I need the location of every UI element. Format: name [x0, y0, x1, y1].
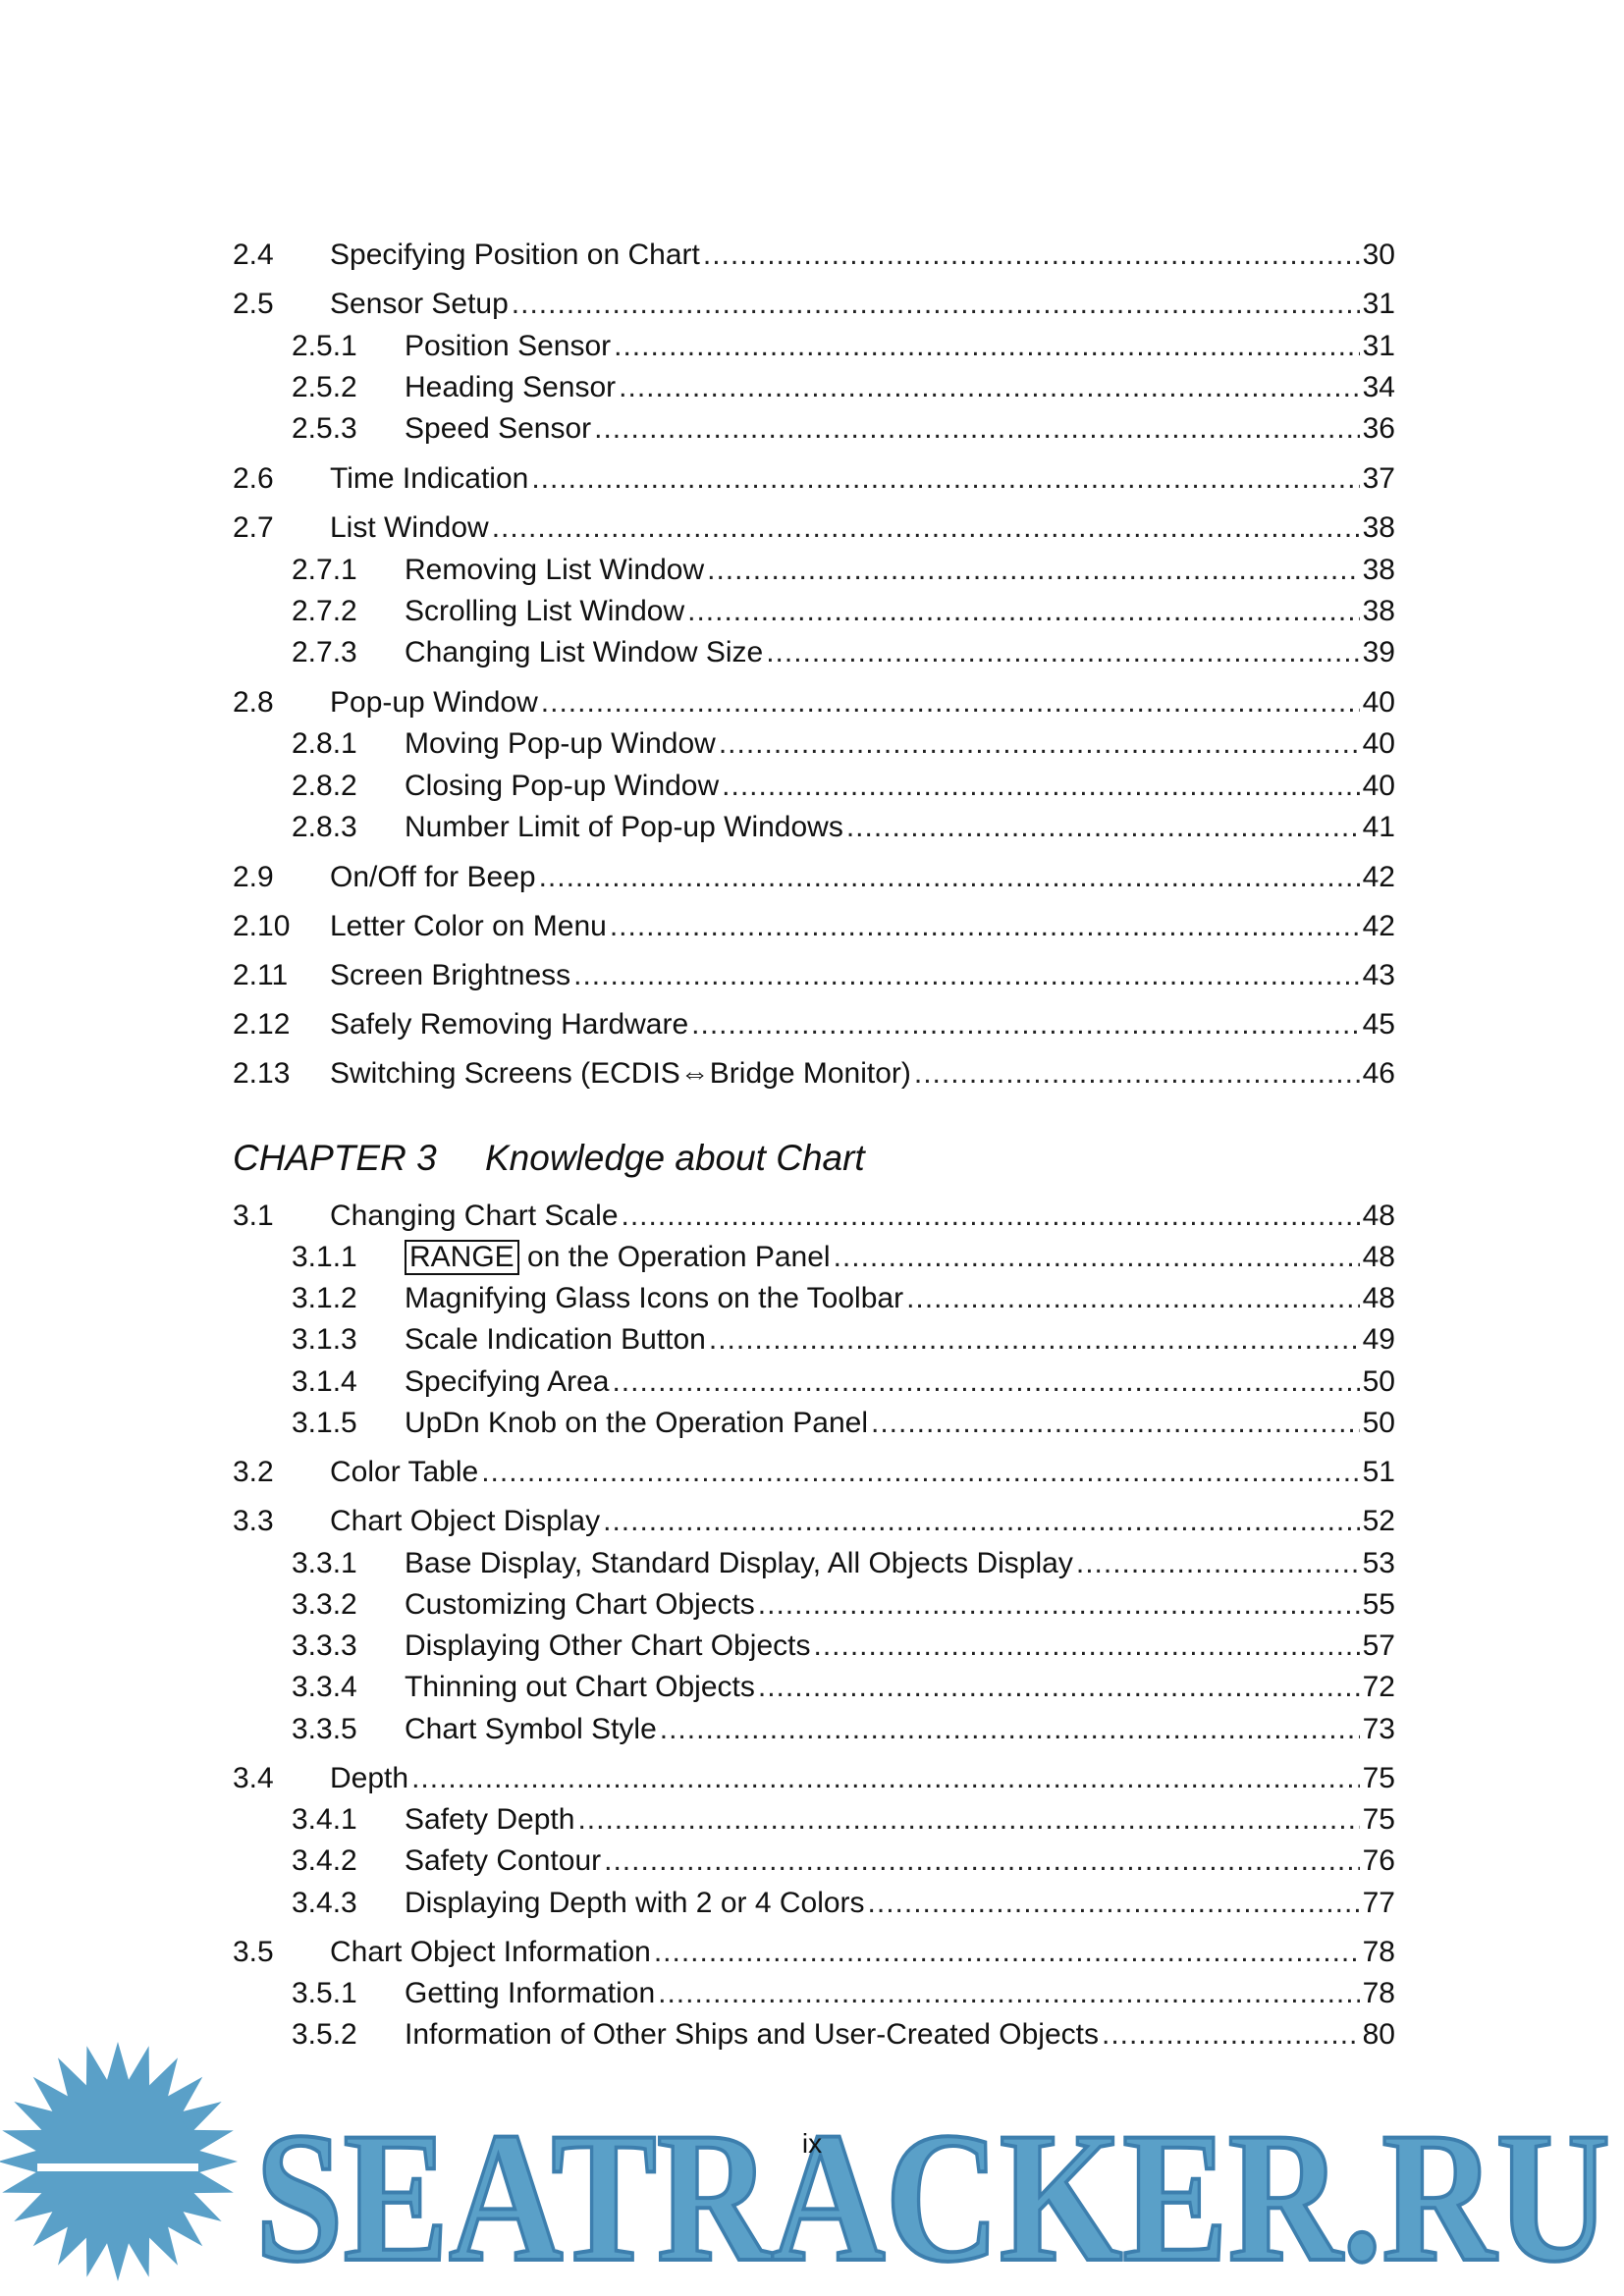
- seatracker-watermark: [0, 2042, 1624, 2296]
- toc-entry: [233, 1003, 1395, 1046]
- toc-entry: [292, 1625, 1395, 1668]
- toc-entry-title: Base Display, Standard Display, All Objects Display: [405, 1547, 1073, 1579]
- dot-leader: [709, 1318, 1360, 1362]
- dot-leader: [758, 1666, 1360, 1709]
- toc-entry: [292, 1277, 1395, 1320]
- dot-leader: [914, 1052, 1360, 1095]
- toc-entry-page: 80: [1362, 2018, 1395, 2051]
- toc-entry-title: UpDn Knob on the Operation Panel: [405, 1407, 868, 1439]
- toc-entry: [233, 905, 1395, 948]
- toc-entry: [233, 681, 1395, 724]
- toc-entry-page: 49: [1362, 1323, 1395, 1356]
- dot-leader: [814, 1625, 1360, 1668]
- toc-entry-number: 3.3.5: [292, 1713, 357, 1745]
- toc-entry-title: Number Limit of Pop-up Windows: [405, 811, 843, 843]
- toc-entry-page: 78: [1362, 1936, 1395, 1968]
- dot-leader: [758, 1583, 1360, 1627]
- toc-entry-number: 2.5.1: [292, 330, 357, 362]
- dot-leader: [703, 234, 1360, 277]
- toc-entry-number: 2.7: [233, 511, 274, 544]
- toc-entry-page: 51: [1362, 1456, 1395, 1488]
- toc-entry: [292, 325, 1395, 368]
- toc-entry: [292, 1798, 1395, 1842]
- toc-entry-page: 77: [1362, 1887, 1395, 1919]
- dot-leader: [603, 1500, 1360, 1543]
- toc-entry-number: 3.1.1: [292, 1241, 357, 1273]
- toc-entry-title: Chart Object Display: [330, 1505, 601, 1537]
- toc-entry-title-text: on the Operation Panel: [518, 1241, 831, 1273]
- toc-entry-number: 2.12: [233, 1008, 291, 1041]
- toc-entry-page: 41: [1362, 811, 1395, 843]
- toc-entry: [292, 1972, 1395, 2015]
- toc-entry-number: 3.5.1: [292, 1977, 357, 2009]
- toc-entry-page: 52: [1362, 1505, 1395, 1537]
- toc-entry: [233, 283, 1395, 326]
- dot-leader: [614, 325, 1360, 368]
- dot-leader: [573, 954, 1359, 997]
- dot-leader: [594, 407, 1359, 451]
- toc-entry-title: Information of Other Ships and User-Created Objects: [405, 2018, 1099, 2051]
- toc-entry: [233, 1451, 1395, 1494]
- toc-entry: [233, 234, 1395, 277]
- dot-leader: [622, 1195, 1360, 1238]
- chapter-title: Knowledge about Chart: [485, 1138, 865, 1178]
- toc-entry-page: 38: [1362, 554, 1395, 586]
- toc-entry-title: Changing Chart Scale: [330, 1200, 619, 1232]
- toc-entry-page: 42: [1362, 910, 1395, 942]
- toc-entry-title: Removing List Window: [405, 554, 705, 586]
- dot-leader: [687, 590, 1360, 633]
- toc-entry-number: 3.3: [233, 1505, 274, 1537]
- toc-entry-number: 2.8.2: [292, 770, 357, 802]
- toc-entry-number: 2.9: [233, 861, 274, 893]
- toc-entry-number: 3.3.3: [292, 1629, 357, 1662]
- toc-entry: [292, 1583, 1395, 1627]
- toc-entry: [292, 1666, 1395, 1709]
- toc-entry-title: Specifying Position on Chart: [330, 239, 700, 271]
- toc-entry-page: 75: [1362, 1803, 1395, 1836]
- toc-entry-page: 30: [1362, 239, 1395, 271]
- toc-entry-page: 38: [1362, 595, 1395, 627]
- toc-entry: [292, 1542, 1395, 1585]
- toc-entry-page: 40: [1362, 686, 1395, 719]
- toc-entry: [292, 722, 1395, 766]
- toc-entry: [233, 1500, 1395, 1543]
- toc-entry-page: 78: [1362, 1977, 1395, 2009]
- toc-entry-page: 39: [1362, 636, 1395, 668]
- dot-leader: [539, 856, 1360, 899]
- dot-leader: [660, 1708, 1360, 1751]
- toc-entry-page: 43: [1362, 959, 1395, 991]
- toc-entry: [292, 1882, 1395, 1925]
- dot-leader: [654, 1931, 1360, 1974]
- toc-entry-title: Magnifying Glass Icons on the Toolbar: [405, 1282, 904, 1314]
- toc-entry: [292, 806, 1395, 849]
- dot-leader: [492, 507, 1360, 550]
- toc-entry-title: Heading Sensor: [405, 371, 617, 403]
- dot-leader: [871, 1402, 1360, 1445]
- dot-leader: [691, 1003, 1359, 1046]
- toc-entry-title: Getting Information: [405, 1977, 656, 2009]
- toc-entry-title: Switching Screens (ECDIS⇔Bridge Monitor): [330, 1057, 911, 1090]
- toc-entry-title: Screen Brightness: [330, 959, 571, 991]
- dot-leader: [834, 1236, 1360, 1279]
- dot-leader: [512, 283, 1360, 326]
- toc-entry-title: Sensor Setup: [330, 288, 509, 320]
- toc-entry-title: Changing List Window Size: [405, 636, 764, 668]
- toc-entry-title: Safety Depth: [405, 1803, 575, 1836]
- toc-entry-title: Moving Pop-up Window: [405, 727, 716, 760]
- toc-entry: [292, 590, 1395, 633]
- dot-leader: [541, 681, 1360, 724]
- toc-entry-title: Thinning out Chart Objects: [405, 1671, 755, 1703]
- toc-entry: [292, 1361, 1395, 1404]
- dot-leader: [411, 1757, 1360, 1800]
- toc-entry-number: 2.10: [233, 910, 291, 942]
- toc-entry-number: 2.7.1: [292, 554, 357, 586]
- toc-entry-page: 40: [1362, 727, 1395, 760]
- toc-entry: [292, 1840, 1395, 1883]
- toc-entry: [292, 407, 1395, 451]
- toc-entry: [233, 1931, 1395, 1974]
- chapter-label: CHAPTER 3: [233, 1138, 437, 1178]
- dot-leader: [766, 631, 1359, 674]
- toc-entry-page: 50: [1362, 1407, 1395, 1439]
- toc-entry-title: Scale Indication Button: [405, 1323, 706, 1356]
- toc-entry-page: 31: [1362, 330, 1395, 362]
- dot-leader: [658, 1972, 1359, 2015]
- toc-entry-number: 2.7.2: [292, 595, 357, 627]
- toc-entry-number: 2.7.3: [292, 636, 357, 668]
- toc-entry-page: 48: [1362, 1282, 1395, 1314]
- toc-entry-title: Pop-up Window: [330, 686, 538, 719]
- toc-entry-number: 2.5: [233, 288, 274, 320]
- toc-entry-number: 2.6: [233, 462, 274, 495]
- dot-leader: [1076, 1542, 1360, 1585]
- toc-entry-number: 2.4: [233, 239, 274, 271]
- toc-entry: [292, 1402, 1395, 1445]
- toc-entry-page: 55: [1362, 1588, 1395, 1621]
- toc-entry-page: 34: [1362, 371, 1395, 403]
- toc-entry-title: Chart Symbol Style: [405, 1713, 657, 1745]
- toc-entry-title: Closing Pop-up Window: [405, 770, 720, 802]
- toc-entry-page: 50: [1362, 1365, 1395, 1398]
- toc-entry-title: On/Off for Beep: [330, 861, 536, 893]
- toc-entry-number: 3.3.2: [292, 1588, 357, 1621]
- toc-entry: [292, 765, 1395, 808]
- toc-entry-title: Safety Contour: [405, 1844, 602, 1877]
- toc-entry-title: Position Sensor: [405, 330, 612, 362]
- toc-entry-title: Customizing Chart Objects: [405, 1588, 755, 1621]
- toc-entry-page: 75: [1362, 1762, 1395, 1794]
- toc-entry-page: 48: [1362, 1200, 1395, 1232]
- toc-entry: [292, 1236, 1395, 1279]
- toc-entry-page: 31: [1362, 288, 1395, 320]
- toc-entry-page: 76: [1362, 1844, 1395, 1877]
- toc-entry-page: 38: [1362, 511, 1395, 544]
- toc-entry-number: 2.8.1: [292, 727, 357, 760]
- toc-entry-page: 40: [1362, 770, 1395, 802]
- toc-entry-page: 57: [1362, 1629, 1395, 1662]
- toc-entry: [292, 1708, 1395, 1751]
- toc-entry-number: 2.13: [233, 1057, 291, 1090]
- dot-leader: [868, 1882, 1360, 1925]
- toc-entry: [233, 1052, 1395, 1095]
- dot-leader: [577, 1798, 1359, 1842]
- toc-entry-title: List Window: [330, 511, 489, 544]
- page-number: ix: [801, 2128, 823, 2159]
- toc-entry-number: 2.8.3: [292, 811, 357, 843]
- dot-leader: [612, 1361, 1359, 1404]
- toc-entry: [292, 549, 1395, 592]
- toc-entry-title: [405, 1236, 831, 1279]
- toc-entry-title: Displaying Other Chart Objects: [405, 1629, 811, 1662]
- toc-entry: [233, 856, 1395, 899]
- toc-entry: [292, 366, 1395, 409]
- toc-entry-number: 3.4.2: [292, 1844, 357, 1877]
- toc-entry-number: 3.1: [233, 1200, 274, 1232]
- toc-entry: [233, 457, 1395, 501]
- toc-entry-number: 3.5.2: [292, 2018, 357, 2051]
- dot-leader: [531, 457, 1359, 501]
- toc-entry-number: 3.3.4: [292, 1671, 357, 1703]
- toc-entry-number: 3.1.5: [292, 1407, 357, 1439]
- toc-entry-title: Safely Removing Hardware: [330, 1008, 689, 1041]
- toc-entry-page: 42: [1362, 861, 1395, 893]
- dot-leader: [604, 1840, 1360, 1883]
- toc-entry-number: 3.2: [233, 1456, 274, 1488]
- dot-leader: [610, 905, 1360, 948]
- toc-entry: [292, 1318, 1395, 1362]
- dot-leader: [481, 1451, 1359, 1494]
- toc-entry: [233, 1195, 1395, 1238]
- toc-entry: [233, 1757, 1395, 1800]
- toc-entry-page: 48: [1362, 1241, 1395, 1273]
- dot-leader: [722, 765, 1359, 808]
- toc-entry-page: 37: [1362, 462, 1395, 495]
- toc-entry-number: 3.4.1: [292, 1803, 357, 1836]
- dot-leader: [707, 549, 1360, 592]
- toc-entry-title: Chart Object Information: [330, 1936, 651, 1968]
- toc-entry-number: 3.5: [233, 1936, 274, 1968]
- toc-entry-page: 73: [1362, 1713, 1395, 1745]
- range-key-label: RANGE: [405, 1240, 519, 1275]
- chapter-heading: [233, 1133, 865, 1184]
- sun-logo-icon: [0, 2042, 238, 2281]
- toc-entry-title: Color Table: [330, 1456, 479, 1488]
- toc-entry-title: Depth: [330, 1762, 409, 1794]
- toc-entry-title: Time Indication: [330, 462, 529, 495]
- toc-entry-title: Specifying Area: [405, 1365, 610, 1398]
- dot-leader: [846, 806, 1360, 849]
- toc-entry-number: 2.11: [233, 959, 289, 991]
- toc-entry-number: 3.1.2: [292, 1282, 357, 1314]
- toc-entry-number: 3.1.4: [292, 1365, 357, 1398]
- dot-leader: [906, 1277, 1360, 1320]
- toc-entry-title: Speed Sensor: [405, 412, 592, 445]
- toc-entry-number: 3.3.1: [292, 1547, 357, 1579]
- toc-entry-page: 46: [1362, 1057, 1395, 1090]
- toc-entry-page: 72: [1362, 1671, 1395, 1703]
- toc-entry-number: 2.5.2: [292, 371, 357, 403]
- toc-entry-page: 53: [1362, 1547, 1395, 1579]
- dot-leader: [619, 366, 1359, 409]
- toc-entry-number: 3.4.3: [292, 1887, 357, 1919]
- toc-entry-title: Letter Color on Menu: [330, 910, 607, 942]
- dot-leader: [719, 722, 1360, 766]
- watermark-text: SEATRACKER.RU: [255, 2095, 1610, 2296]
- toc-entry: [233, 954, 1395, 997]
- toc-entry-number: 3.4: [233, 1762, 274, 1794]
- toc-entry: [292, 631, 1395, 674]
- toc-entry-title: Scrolling List Window: [405, 595, 685, 627]
- toc-entry-page: 45: [1362, 1008, 1395, 1041]
- toc-entry-title: Displaying Depth with 2 or 4 Colors: [405, 1887, 865, 1919]
- toc-entry: [233, 507, 1395, 550]
- toc-entry-number: 3.1.3: [292, 1323, 357, 1356]
- toc-entry-page: 36: [1362, 412, 1395, 445]
- toc-entry-number: 2.5.3: [292, 412, 357, 445]
- toc-entry-number: 2.8: [233, 686, 274, 719]
